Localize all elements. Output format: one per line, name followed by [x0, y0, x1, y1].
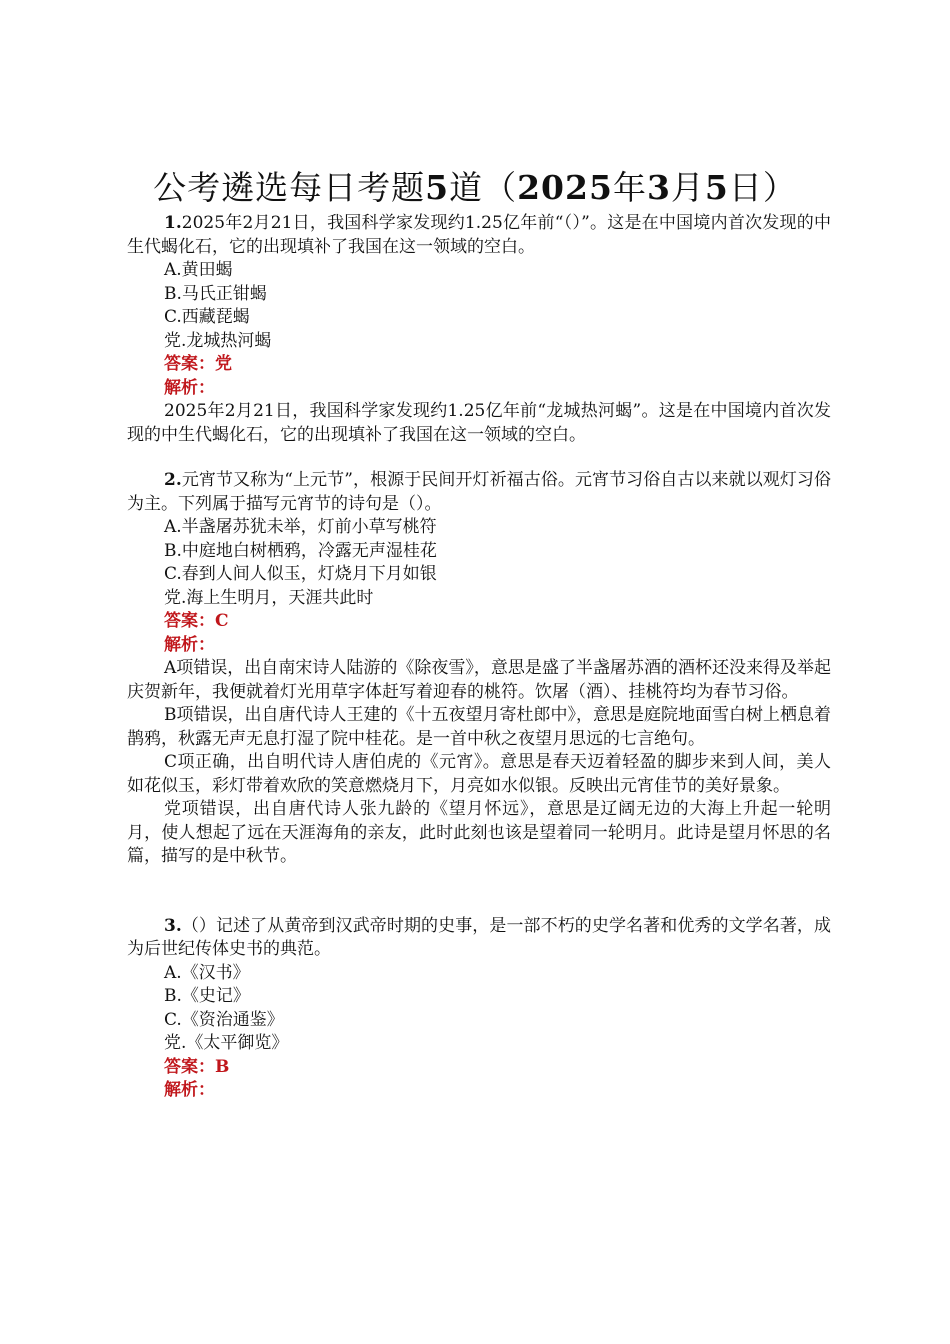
- option-b: B.中庭地白树栖鸦，冷露无声湿桂花: [164, 540, 437, 561]
- spacer: [127, 869, 831, 915]
- option-a: A.《汉书》: [164, 962, 250, 983]
- answer-label: 答案：B: [164, 1056, 230, 1077]
- question-3: [127, 915, 831, 1103]
- title-part1: 公考遴选每日考题: [153, 168, 426, 207]
- explanation-paragraph: A项错误，出自南宋诗人陆游的《除夜雪》，意思是盛了半盏屠苏酒的酒杯还没来得及举起庆贺新年，我便就着灯光用草字体赶写着迎春的桃符。饮屠（酒）、挂桃符均为春节习俗。: [127, 658, 831, 702]
- explanation-paragraph: 2025年2月21日，我国科学家发现约1.25亿年前“龙城热河蝎”。这是在中国境内首次发现的中生代蝎化石，它的出现填补了我国在这一领域的空白。: [127, 401, 831, 445]
- option-a: A.黄田蝎: [164, 260, 233, 280]
- question-2: [127, 469, 831, 869]
- question-stem: [127, 212, 831, 259]
- option-d: 党.海上生明月，天涯共此时: [164, 587, 374, 608]
- title-part2: 道（: [449, 168, 518, 207]
- answer-label: 答案：C: [164, 611, 229, 631]
- option-c: C.春到人间人似玉，灯烧月下月如银: [164, 564, 437, 584]
- explanation-paragraph: C项正确，出自明代诗人唐伯虎的《元宵》。意思是春天迈着轻盈的脚步来到人间，美人如花似玉，彩灯带着欢欣的笑意燃烧月下，月亮如水似银。反映出元宵佳节的美好景象。: [127, 752, 831, 796]
- page-title: [0, 166, 950, 210]
- explanation-paragraph: 党项错误，出自唐代诗人张九龄的《望月怀远》，意思是辽阔无边的大海上升起一轮明月，使人想起了远在天涯海角的亲友，此时此刻也该是望着同一轮明月。此诗是望月怀思的名篇，描写的是中秋节。: [127, 799, 831, 866]
- spacer: [127, 447, 831, 469]
- answer-label: 答案：党: [164, 354, 232, 374]
- question-number: 1.: [164, 213, 182, 233]
- option-b: B.马氏正钳蝎: [164, 283, 267, 304]
- title-month-suffix: 月: [670, 168, 705, 207]
- question-text: 元宵节又称为“上元节”，根源于民间开灯祈福古俗。元宵节习俗自古以来就以观灯习俗为主。下列属于描写元宵节的诗句是（）。: [127, 470, 831, 514]
- option-b: B.《史记》: [164, 986, 250, 1006]
- question-list: [127, 212, 831, 1103]
- title-month: 3: [646, 168, 671, 207]
- question-number: 3.: [164, 915, 182, 936]
- question-number: 2.: [164, 470, 182, 490]
- option-d: 党.《太平御览》: [164, 1033, 289, 1053]
- title-year-suffix: 年: [612, 168, 647, 207]
- question-stem: [127, 469, 831, 516]
- option-a: A.半盏屠苏犹未举，灯前小草写桃符: [164, 517, 437, 537]
- title-count: 5: [425, 168, 450, 207]
- option-d: 党.龙城热河蝎: [164, 330, 272, 351]
- analysis-label: 解析：: [164, 1080, 215, 1100]
- title-day: 5: [704, 168, 729, 207]
- explanation-paragraph: B项错误，出自唐代诗人王建的《十五夜望月寄杜郎中》，意思是庭院地面雪白树上栖息着鹊鸦，秋露无声无息打湿了院中桂花。是一首中秋之夜望月思远的七言绝句。: [127, 705, 831, 749]
- question-1: [127, 212, 831, 447]
- analysis-label: 解析：: [164, 377, 215, 398]
- question-text: （）记述了从黄帝到汉武帝时期的史事，是一部不朽的史学名著和优秀的文学名著，成为后世纪传体史书的典范。: [127, 915, 831, 959]
- title-day-suffix: 日）: [728, 168, 797, 207]
- title-year: 2025: [517, 168, 613, 207]
- option-c: C.《资治通鉴》: [164, 1009, 284, 1030]
- question-stem: [127, 915, 831, 962]
- analysis-label: 解析：: [164, 634, 215, 655]
- option-c: C.西藏琵蝎: [164, 307, 250, 327]
- question-text: 2025年2月21日，我国科学家发现约1.25亿年前“（）”。这是在中国境内首次发现的中生代蝎化石，它的出现填补了我国在这一领域的空白。: [127, 213, 831, 257]
